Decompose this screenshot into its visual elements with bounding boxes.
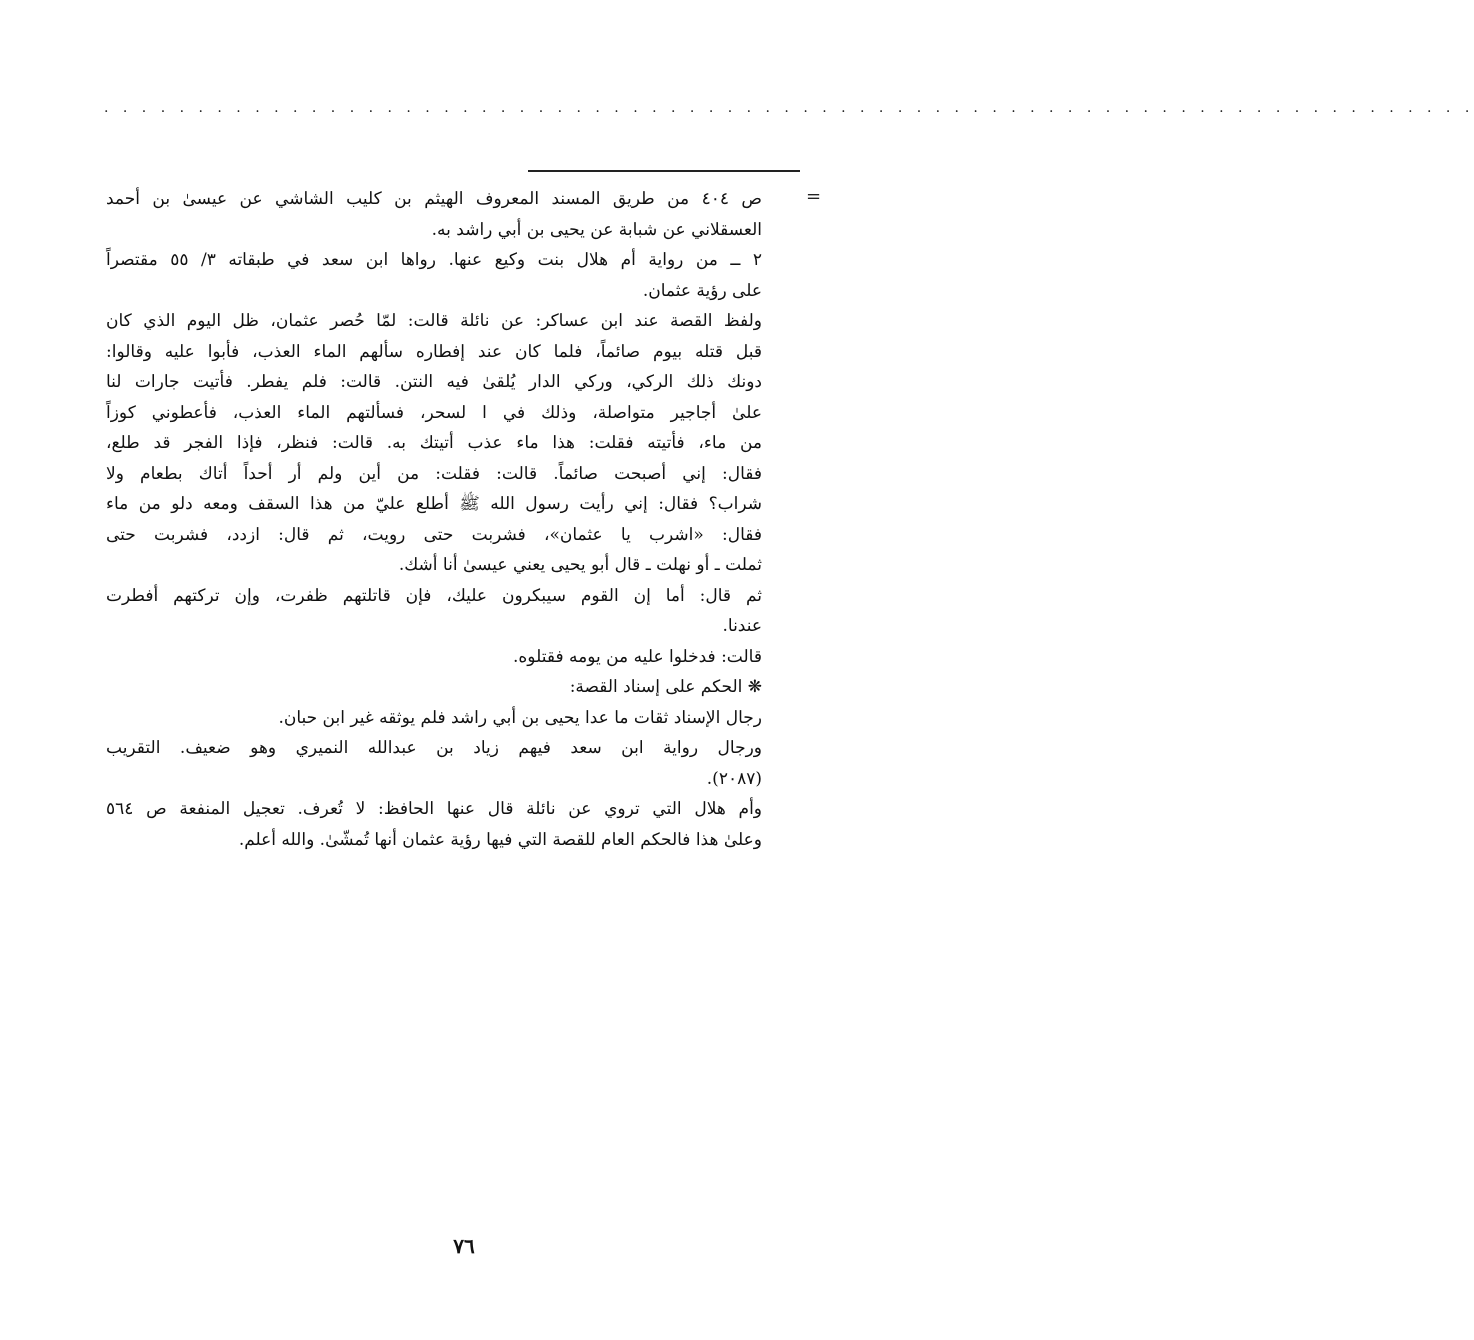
footnote-rule [528, 170, 800, 172]
text-line: رجال الإسناد ثقات ما عدا يحيى بن أبي راشد فلم يوثقه غير ابن حبان. [278, 707, 762, 728]
text-line: ٢ ــ من رواية أم هلال بنت وكيع عنها. رواها ابن سعد في طبقاته ٣/ ٥٥ مقتصراً [106, 250, 762, 270]
text-line: ❋ الحكم على إسناد القصة: [569, 677, 762, 697]
continuation-mark: = [806, 186, 822, 207]
text-line: دونك ذلك الركي، وركي الدار يُلقىٰ فيه النتن. قالت: فلم يفطر. فأتيت جارات لنا [106, 372, 762, 392]
text-line: ثم قال: أما إن القوم سيبكرون عليك، فإن قاتلتهم ظفرت، وإن تركتهم أفطرت [106, 585, 762, 606]
text-line: وعلىٰ هذا فالحكم العام للقصة التي فيها رؤية عثمان أنها تُمشّىٰ. والله أعلم. [238, 829, 762, 850]
text-line: على رؤية عثمان. [642, 280, 762, 301]
text-line: ورجال رواية ابن سعد فيهم زياد بن عبدالله النميري وهو ضعيف. التقريب [106, 738, 762, 758]
text-line: من ماء، فأتيته فقلت: هذا ماء عذب أتيتك به. قالت: فنظر، فإذا الفجر قد طلع، [106, 433, 762, 453]
dotted-separator: . . . . . . . . . . . . . . . . . . . . . . . . . . . . . . . . . . . . . . . . . . . . . . . . . . . . . . . . . . . . . . . . . . . . . . . . . [104, 100, 1474, 116]
text-line: ص ٤٠٤ من طريق المسند المعروف الهيثم بن كليب الشاشي عن عيسىٰ بن أحمد [106, 189, 762, 209]
text-line: عندنا. [722, 616, 762, 636]
text-line: (٢٠٨٧). [706, 768, 762, 789]
page-number: ٧٦ [453, 1234, 475, 1258]
text-line: ولفظ القصة عند ابن عساكر: عن نائلة قالت: لمّا حُصر عثمان، ظل اليوم الذي كان [106, 311, 762, 331]
footnote-text [106, 184, 762, 855]
text-line: ثملت ـ أو نهلت ـ قال أبو يحيى يعني عيسىٰ أنا أشك. [398, 555, 762, 575]
text-line: قالت: فدخلوا عليه من يومه فقتلوه. [513, 646, 762, 667]
text-line: فقال: إني أصبحت صائماً. قالت: فقلت: من أين ولم أر أحداً أتاك بطعام ولا [106, 463, 762, 484]
text-line: العسقلاني عن شبابة عن يحيى بن أبي راشد به. [431, 219, 762, 240]
text-line: قبل قتله بيوم صائماً، فلما كان عند إفطاره سألهم الماء العذب، فأبوا عليه وقالوا: [106, 341, 762, 362]
text-line: علىٰ أجاجير متواصلة، وذلك في ا لسحر، فسألتهم الماء العذب، فأعطوني كوزاً [106, 402, 762, 423]
text-line: شراب؟ فقال: إني رأيت رسول الله ﷺ أطلع عليّ من هذا السقف ومعه دلو من ماء [106, 494, 762, 514]
text-line: فقال: «اشرب يا عثمان»، فشربت حتى رويت، ثم قال: ازدد، فشربت حتى [106, 524, 762, 545]
text-line: وأم هلال التي تروي عن نائلة قال عنها الحافظ: لا تُعرف. تعجيل المنفعة ص ٥٦٤ [106, 799, 762, 819]
